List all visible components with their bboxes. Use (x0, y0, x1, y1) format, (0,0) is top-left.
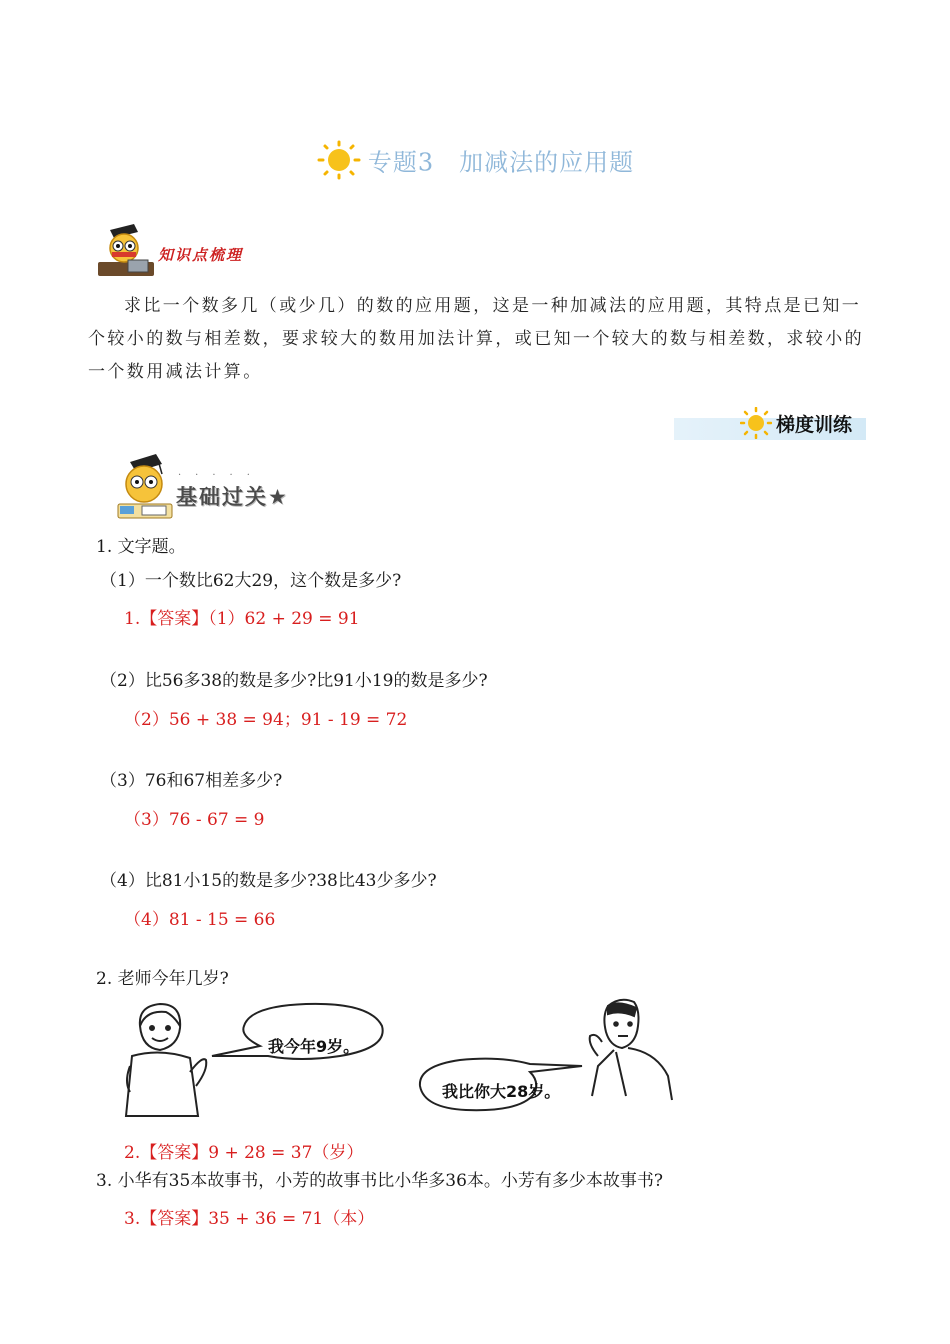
q1-part3-question: （3）76和67相差多少? (100, 771, 283, 791)
q2-question: 2. 老师今年几岁? (96, 969, 229, 989)
title-text: 专题3 加减法的应用题 (367, 148, 635, 177)
child-figure-icon (126, 1004, 206, 1116)
teacher-figure-icon (590, 1000, 672, 1100)
q1-part2-question: （2）比56多38的数是多少?比91小19的数是多少? (100, 671, 488, 691)
q3-answer: 3.【答案】35 + 36 = 71（本） (124, 1209, 375, 1229)
q1-part4-question: （4）比81小15的数是多少?38比43少多少? (100, 871, 437, 891)
basic-level-label: 基础过关★ (176, 485, 289, 509)
gradient-training-label: 梯度训练 (776, 414, 853, 436)
bubble-right-text: 我比你大28岁。 (442, 1082, 561, 1101)
q3-question: 3. 小华有35本故事书，小芳的故事书比小华多36本。小芳有多少本故事书? (96, 1171, 664, 1191)
q1-heading: 1. 文字题。 (96, 537, 186, 557)
mascot-computer-icon (94, 222, 156, 280)
knowledge-label: 知识点梳理 (158, 246, 244, 264)
sun-icon (316, 140, 362, 180)
intro-paragraph: 求比一个数多几（或少几）的数的应用题，这是一种加减法的应用题，其特点是已知一个较小的数与相差数，要求较大的数用加法计算，或已知一个较大的数与相差数，求较小的一个数用减法计算。 (88, 296, 864, 382)
q1-part1-question: （1）一个数比62大29，这个数是多少? (100, 571, 402, 591)
bubble-left-text: 我今年9岁。 (268, 1037, 360, 1056)
q1-part1-answer: 1.【答案】（1）62 + 29 = 91 (124, 609, 360, 629)
mascot-reading-icon (112, 452, 178, 522)
dialogue-illustration (120, 996, 680, 1122)
page-title (0, 140, 950, 180)
decorative-dots: ····· (178, 470, 264, 481)
q1-part2-answer: （2）56 + 38 = 94；91 - 19 = 72 (124, 710, 408, 730)
sun-small-icon (740, 407, 772, 439)
q1-part4-answer: （4）81 - 15 = 66 (124, 910, 276, 930)
q2-answer: 2.【答案】9 + 28 = 37（岁） (124, 1143, 364, 1163)
q1-part3-answer: （3）76 - 67 = 9 (124, 810, 265, 830)
